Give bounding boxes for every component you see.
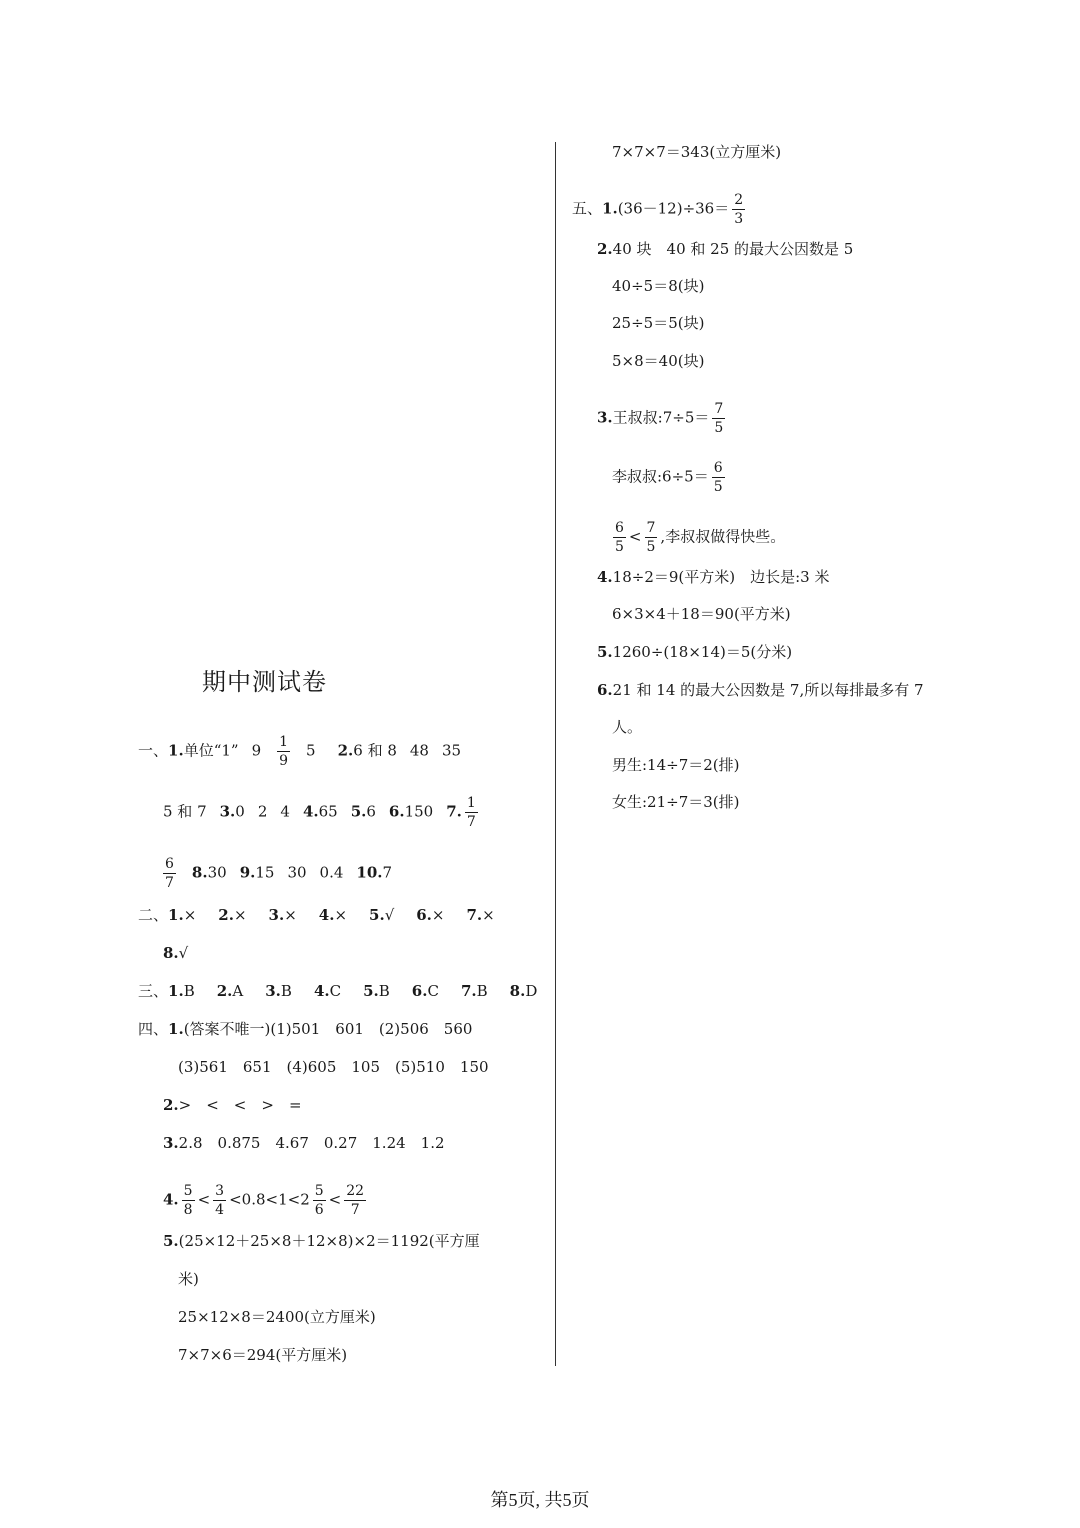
s1-head: 一、: [138, 741, 169, 760]
s4-q5-line2: 米): [178, 1270, 199, 1288]
q-num: 2.: [597, 240, 613, 258]
q-num: 4.: [302, 802, 319, 821]
q-num: 6.: [388, 802, 405, 821]
q-num: 4.: [318, 906, 335, 924]
s2-head: 二、: [138, 906, 169, 924]
q-num: 3.: [265, 982, 281, 1000]
answer-choice: C: [329, 982, 342, 1000]
answer-text: 7: [382, 863, 393, 882]
s4-q5-line4: 7×7×6＝294(平方厘米): [178, 1346, 348, 1364]
page-footer: 第5页, 共5页: [490, 1490, 590, 1510]
q-num: 1.: [602, 199, 618, 218]
frac-num: 5: [314, 1183, 324, 1199]
frac-den: 7: [466, 814, 476, 830]
s5-q3-l3: [610, 519, 785, 556]
s3-line: [138, 981, 537, 1001]
q-num: 2.: [337, 741, 354, 760]
fraction: [182, 1182, 195, 1219]
s4-q1-line1: [138, 1019, 472, 1039]
frac-den: 5: [713, 479, 723, 495]
answer-mark: ×: [334, 906, 348, 924]
q-num: 5.: [363, 982, 379, 1000]
frac-num: 7: [714, 401, 724, 417]
answer-choice: B: [183, 982, 195, 1000]
frac-den: 5: [615, 539, 624, 555]
frac-num: 2: [734, 192, 744, 208]
frac-num: 3: [215, 1183, 225, 1199]
q-num: 4.: [163, 1190, 179, 1209]
right-top-line: 7×7×7＝343(立方厘米): [612, 143, 782, 161]
q-num: 10.: [356, 863, 383, 882]
frac-num: 7: [646, 520, 656, 536]
answer-text: (25×12＋25×8＋12×8)×2＝1192(平方厘: [178, 1232, 480, 1250]
q-num: 1.: [168, 741, 184, 760]
q-num: 3.: [163, 1134, 179, 1152]
column-divider: [555, 142, 556, 1366]
s5-q2-l4: 5×8＝40(块): [612, 352, 705, 370]
s5-q6-l4: 女生:21÷7＝3(排): [612, 793, 740, 811]
q-num: 5.: [369, 906, 385, 924]
answer-text: <0.8<1<2: [229, 1190, 310, 1209]
answer-choice: B: [280, 982, 292, 1000]
s4-q4: [163, 1182, 369, 1219]
q-num: 3.: [597, 408, 613, 427]
answer-text: 李叔叔:6÷5＝: [612, 467, 709, 486]
answer-mark: √: [178, 944, 189, 962]
s5-q2: [597, 239, 853, 259]
answer-text: <: [328, 1190, 342, 1209]
answer-mark: √: [384, 906, 395, 924]
answer-text: 2.8 0.875 4.67 0.27 1.24 1.2: [178, 1134, 445, 1152]
q-num: 8.: [163, 944, 179, 962]
answer-choice: B: [378, 982, 390, 1000]
answer-text: (答案不唯一)(1)501 601 (2)506 560: [183, 1020, 473, 1038]
frac-den: 7: [165, 875, 174, 891]
answer-choice: B: [476, 982, 488, 1000]
answer-text: 5 和 7: [163, 802, 207, 821]
answer-choice: C: [427, 982, 439, 1000]
answer-mark: ×: [482, 906, 495, 924]
s5-q5: [597, 642, 792, 662]
answer-text: 0: [235, 802, 245, 821]
fraction: [613, 519, 626, 556]
q-num: 5.: [350, 802, 367, 821]
frac-den: 3: [734, 211, 744, 227]
s5-q6: [597, 680, 924, 700]
q-num: 4.: [313, 982, 330, 1000]
frac-num: 6: [165, 856, 174, 872]
s4-head: 四、: [138, 1020, 169, 1038]
q-num: 8.: [509, 982, 526, 1000]
answer-text: 5: [306, 741, 316, 760]
q-num: 6.: [411, 982, 428, 1000]
q-num: 5.: [597, 643, 613, 661]
answer-text: 150: [404, 802, 434, 821]
s1-line2: [163, 794, 481, 831]
s1-line3: [160, 855, 392, 892]
fraction: [213, 1182, 226, 1219]
q-num: 1.: [168, 982, 184, 1000]
answer-text: 65: [318, 802, 338, 821]
frac-den: 5: [646, 539, 656, 555]
q-num: 3.: [268, 906, 285, 924]
answer-text: 6: [366, 802, 376, 821]
q-num: 2.: [218, 906, 234, 924]
fraction: [712, 400, 725, 437]
s4-q1-line2: (3)561 651 (4)605 105 (5)510 150: [178, 1058, 489, 1076]
fraction: [645, 519, 658, 556]
answer-mark: ×: [284, 906, 297, 924]
s4-q5-line3: 25×12×8＝2400(立方厘米): [178, 1308, 376, 1326]
answer-mark: ×: [183, 906, 197, 924]
fraction: [732, 191, 745, 228]
q-num: 9.: [239, 863, 256, 882]
fraction: [313, 1182, 326, 1219]
answer-text: 1260÷(18×14)＝5(分米): [612, 643, 793, 661]
q-num: 8.: [191, 863, 208, 882]
s5-q4: [597, 567, 829, 587]
q-num: 3.: [219, 802, 236, 821]
s2-line2: [163, 943, 188, 963]
s4-q2: [163, 1095, 302, 1115]
s2-line1: [138, 905, 495, 925]
frac-num: 6: [615, 520, 624, 536]
q-num: 7.: [460, 982, 477, 1000]
answer-text: 40 块 40 和 25 的最大公因数是 5: [612, 240, 854, 258]
frac-den: 6: [314, 1202, 324, 1218]
q-num: 1.: [168, 906, 184, 924]
answer-text: 18÷2＝9(平方米) 边长是:3 米: [612, 568, 830, 586]
answer-text: 2: [257, 802, 268, 821]
s5-q3-l2: [612, 459, 728, 496]
s5-head: 五、: [572, 199, 603, 218]
q-num: 4.: [597, 568, 613, 586]
answer-choice: D: [525, 982, 538, 1000]
answer-mark: ×: [233, 906, 247, 924]
answer-text: 21 和 14 的最大公因数是 7,所以每排最多有 7: [612, 681, 924, 699]
frac-num: 6: [713, 460, 723, 476]
answer-text: (36－12)÷36＝: [617, 199, 730, 218]
frac-den: 7: [350, 1202, 360, 1218]
answer-text: <: [628, 527, 642, 546]
fraction: [712, 459, 725, 496]
answer-text: 9: [251, 741, 262, 760]
s5-q2-l2: 40÷5＝8(块): [612, 277, 705, 295]
answer-text: 30: [207, 863, 227, 882]
answer-text: > < < > =: [178, 1096, 302, 1114]
answer-mark: ×: [431, 906, 445, 924]
s5-q4-l2: 6×3×4＋18＝90(平方米): [612, 605, 791, 623]
s5-q3: [597, 400, 728, 437]
frac-num: 22: [346, 1183, 365, 1199]
answer-text: 王叔叔:7÷5＝: [612, 408, 710, 427]
frac-den: 8: [183, 1202, 193, 1218]
s5-q6-l2: 人。: [612, 718, 643, 736]
s5-q6-l3: 男生:14÷7＝2(排): [612, 756, 740, 774]
answer-text: 30: [287, 863, 307, 882]
frac-den: 4: [215, 1202, 225, 1218]
q-num: 2.: [163, 1096, 179, 1114]
frac-num: 1: [279, 734, 289, 750]
answer-text: 15: [255, 863, 275, 882]
q-num: 5.: [163, 1232, 179, 1250]
answer-text: 35: [441, 741, 462, 760]
answer-text: 48: [409, 741, 429, 760]
s5-q2-l3: 25÷5＝5(块): [612, 314, 705, 332]
frac-num: 1: [466, 795, 476, 811]
q-num: 2.: [216, 982, 233, 1000]
frac-num: 5: [183, 1183, 193, 1199]
s1-line1: [138, 733, 461, 770]
exam-title: 期中测试卷: [202, 668, 327, 696]
s4-q5-line1: [163, 1231, 480, 1251]
q-num: 1.: [168, 1020, 184, 1038]
fraction: [344, 1182, 366, 1219]
frac-den: 5: [714, 420, 724, 436]
q-num: 7.: [446, 802, 462, 821]
answer-text: 6 和 8: [353, 741, 397, 760]
answer-text: 0.4: [319, 863, 344, 882]
frac-den: 9: [279, 753, 289, 769]
answer-text: 4: [280, 802, 290, 821]
answer-text: ,李叔叔做得快些。: [660, 527, 786, 546]
q-num: 6.: [416, 906, 432, 924]
s3-head: 三、: [138, 982, 169, 1000]
fraction: [465, 794, 478, 831]
s4-q3: [163, 1133, 445, 1153]
answer-choice: A: [232, 982, 244, 1000]
s5-q1: [572, 191, 748, 228]
answer-text: <: [197, 1190, 211, 1209]
fraction: [277, 733, 290, 770]
q-num: 6.: [597, 681, 613, 699]
fraction: [163, 855, 176, 892]
q-num: 7.: [466, 906, 483, 924]
answer-text: 单位“1”: [183, 741, 239, 760]
